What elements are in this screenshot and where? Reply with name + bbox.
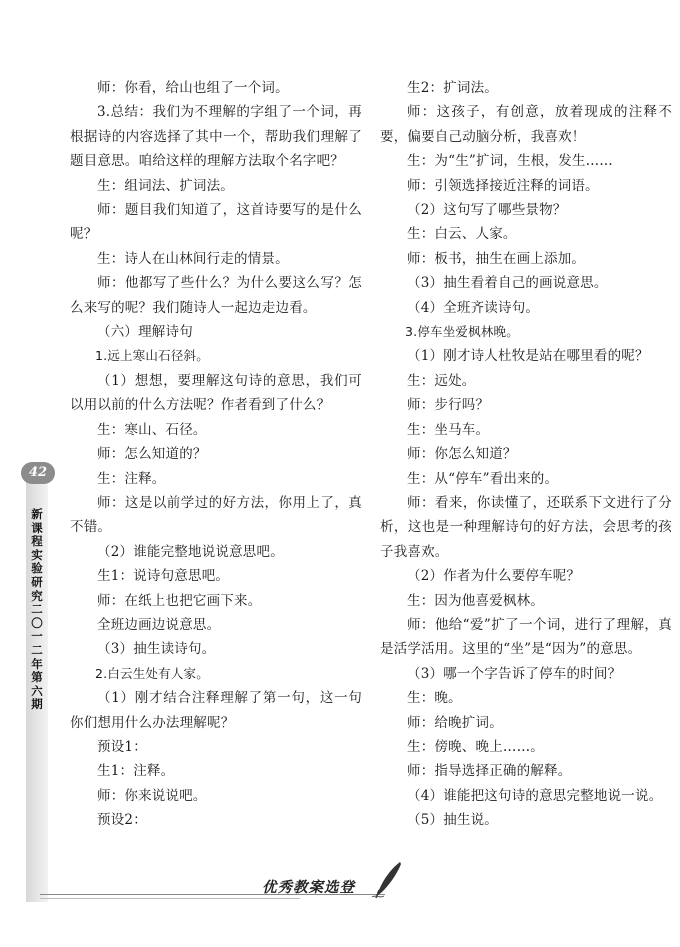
paragraph: 师：指导选择正确的解释。: [407, 763, 572, 780]
paragraph: 师：你来说说吧。: [97, 787, 207, 804]
paragraph: 师：这是以前学过的好方法，你用上了，真不错。: [70, 494, 362, 536]
paragraph: 全班边画边说意思。: [97, 616, 221, 633]
paragraph: 师：在纸上也把它画下来。: [97, 592, 262, 609]
paragraph: 3.总结：我们为不理解的字组了一个词，再根据诗的内容选择了其中一个，帮助我们理解了题目意思。咱给这样的理解方法取个名字吧？: [70, 104, 362, 170]
paragraph: 师：看来，你读懂了，还联系下文进行了分析，这也是一种理解诗句的好方法，会思考的孩子我喜欢。: [380, 494, 672, 560]
paragraph: 师：怎么知道的？: [97, 446, 207, 463]
paragraph: （1）想想，要理解这句诗的意思，我们可以用以前的什么方法呢？作者看到了什么？: [70, 372, 362, 414]
paragraph: 师：给晚扩词。: [407, 714, 503, 731]
paragraph: 生：远处。: [407, 372, 476, 389]
left-column: [70, 76, 362, 833]
paragraph: 师：引领选择接近注释的词语。: [407, 177, 599, 194]
paragraph: 师：这孩子，有创意，放着现成的注释不要，偏要自己动脑分析，我喜欢！: [380, 104, 672, 145]
paragraph: （2）谁能完整地说说意思吧。: [97, 543, 284, 560]
paragraph: 师：步行吗？: [407, 397, 490, 414]
paragraph: 师：他给“爱”扩了一个词，进行了理解，真是活学活用。这里的“坐”是“因为”的意思。: [380, 616, 672, 658]
paragraph: 生：白云、人家。: [407, 226, 517, 243]
paragraph: 生：组词法、扩词法。: [97, 177, 234, 194]
paragraph: （3）抽生读诗句。: [97, 641, 216, 658]
paragraph: 师：你怎么知道？: [407, 446, 517, 463]
paragraph: 生：晚。: [407, 690, 462, 707]
journal-title-vertical: 新课程实验研究 二〇一二年 第六期: [31, 507, 43, 712]
paragraph: 师：你看，给山也组了一个词。: [97, 80, 289, 96]
paragraph: （2）作者为什么要停车呢？: [407, 568, 581, 585]
paragraph: 预设2：: [97, 812, 147, 829]
paragraph: 生：诗人在山林间行走的情景。: [97, 250, 289, 267]
paragraph: （3）哪一个字告诉了停车的时间？: [407, 665, 622, 682]
paragraph: 生1：说诗句意思吧。: [97, 568, 230, 585]
paragraph: （2）这句写了哪些景物？: [407, 202, 567, 219]
paragraph: （5）抽生说。: [407, 812, 498, 829]
paragraph: 生：从“停车”看出来的。: [407, 470, 559, 487]
paragraph: 生：注释。: [97, 470, 166, 487]
page-number: 42: [21, 462, 55, 484]
paragraph: 生：为“生”扩词，生根，发生……: [407, 153, 614, 170]
paragraph: 生：因为他喜爱枫林。: [407, 592, 544, 609]
paragraph: 师：他都写了些什么？为什么要这么写？怎么来写的呢？我们随诗人一起边走边看。: [70, 275, 362, 316]
paragraph: 师：题目我们知道了，这首诗要写的是什么呢？: [70, 202, 362, 243]
paragraph: 生：坐马车。: [407, 421, 490, 438]
right-column: [380, 76, 672, 833]
paragraph: 生：傍晚、晚上……。: [407, 738, 544, 755]
paragraph: （3）抽生看着自己的画说意思。: [407, 275, 608, 292]
footer-rule-secondary: [40, 898, 300, 899]
section-label: 优秀教案选登: [262, 880, 355, 896]
section-subheading: 1.远上寒山石径斜。: [95, 348, 209, 364]
section-subheading: 3.停车坐爱枫林晚。: [405, 324, 519, 340]
paragraph: 生1：注释。: [97, 763, 175, 780]
paragraph: （1）刚才诗人杜牧是站在哪里看的呢？: [407, 348, 649, 365]
paragraph: （4）全班齐读诗句。: [407, 299, 540, 316]
pen-nib-icon: [370, 860, 404, 900]
section-subheading: 2.白云生处有人家。: [95, 665, 209, 681]
paragraph: （1）刚才结合注释理解了第一句，这一句你们想用什么办法理解呢？: [70, 690, 362, 731]
paragraph: 生：寒山、石径。: [97, 421, 207, 438]
paragraph: 师：板书，抽生在画上添加。: [407, 250, 586, 267]
paragraph: （4）谁能把这句诗的意思完整地说一说。: [407, 787, 663, 804]
paragraph: 预设1：: [97, 738, 147, 755]
paragraph: （六）理解诗句: [97, 324, 193, 341]
paragraph: 生2：扩词法。: [407, 80, 498, 96]
